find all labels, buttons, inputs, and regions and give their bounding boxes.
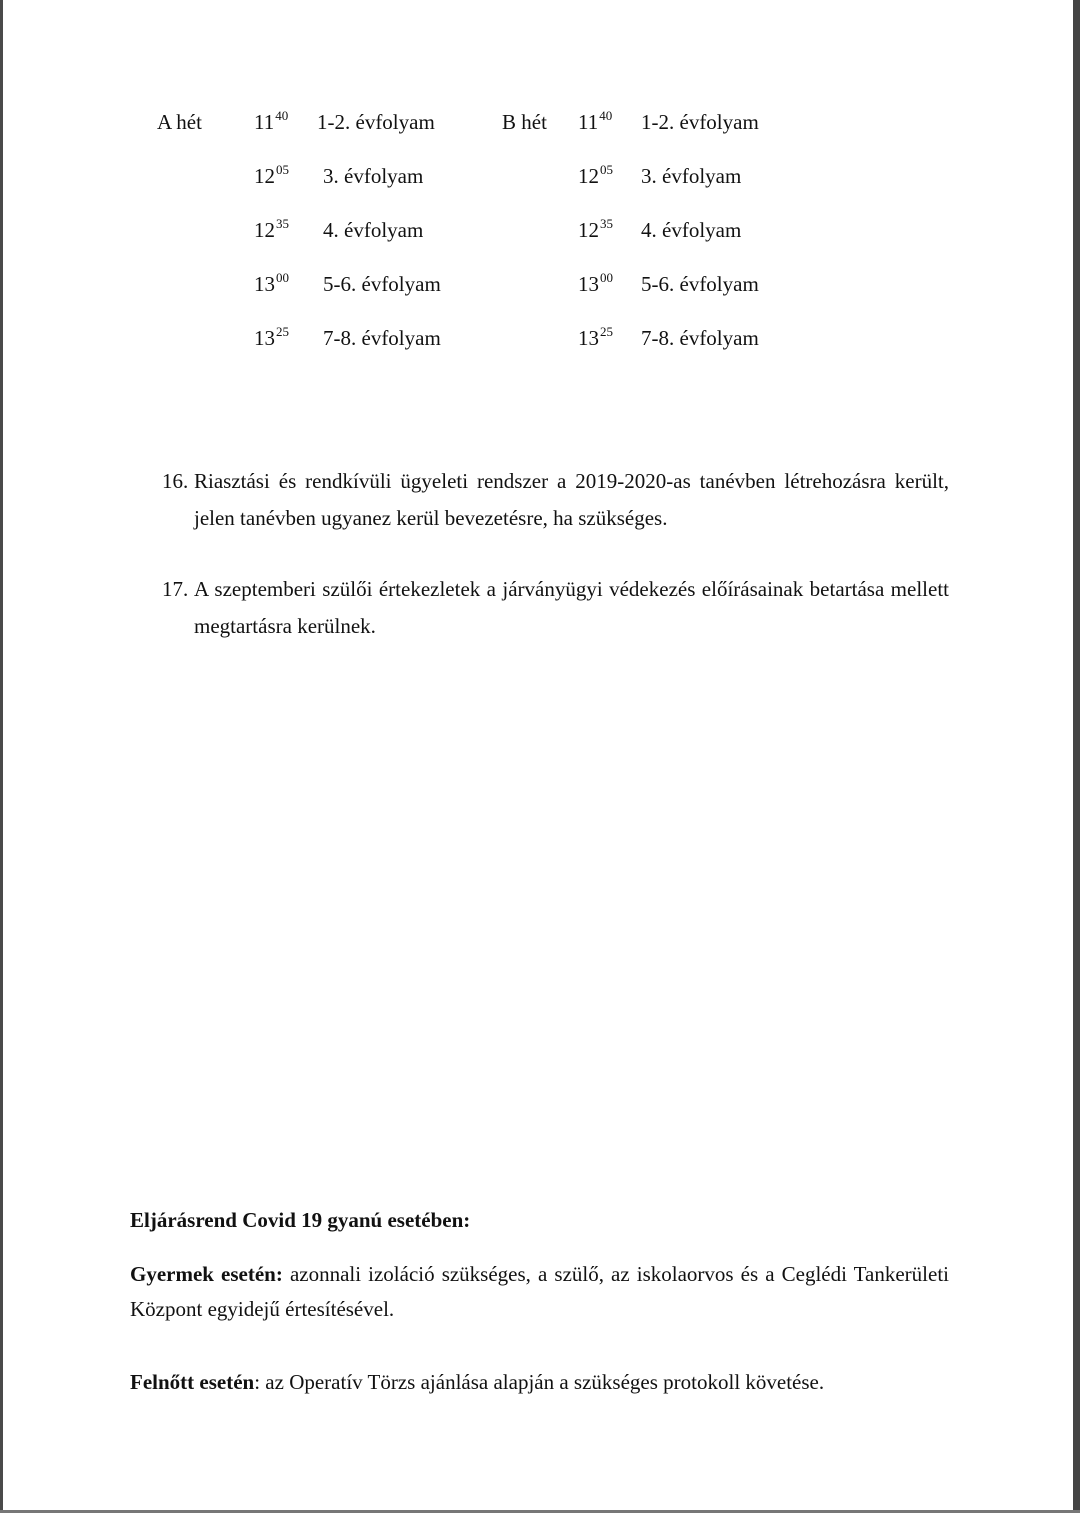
list-item-text: Riasztási és rendkívüli ügyeleti rendszer a 2019-2020-as tanévben létrehozásra került, jelen tanévben ugyanez kerül bevezetésre, ha szükséges. [194,469,949,530]
week-a-time: $12^{35}$ [254,216,289,242]
week-b-grade: 1-2. évfolyam [641,110,759,134]
week-a-grade: 5-6. évfolyam [323,272,441,296]
week-b-label: B hét [502,110,547,134]
week-b-grade: 3. évfolyam [641,164,742,188]
list-item-number: 16. [162,469,189,493]
child-text: azonnali izoláció szükséges, a szülő, az iskolaorvos és a Ceglédi Tankerületi Központ egyidejű értesítésével. [130,1262,949,1321]
week-b-time: $13^{00}$ [578,270,613,296]
week-a-time: $13^{00}$ [254,270,289,296]
week-a-time: $12^{05}$ [254,162,289,188]
week-a-grade: 3. évfolyam [323,164,424,188]
list-item-text: A szeptemberi szülői értekezletek a járványügyi védekezés előírásainak betartása mellett megtartásra kerülnek. [194,577,949,638]
child-procedure [130,1257,949,1327]
list-item-number: 17. [162,577,189,601]
page-border-right [1073,0,1080,1513]
adult-label: Felnőtt esetén [130,1370,255,1394]
child-label: Gyermek esetén: [130,1262,283,1286]
adult-text: : az Operatív Törzs ajánlása alapján a szükséges protokoll követése. [254,1370,825,1394]
week-b-grade: 5-6. évfolyam [641,272,759,296]
week-b-grade: 7-8. évfolyam [641,326,759,350]
list-item [162,571,949,645]
week-a-time: $13^{25}$ [254,324,289,350]
week-b-time: $11^{40}$ [578,108,613,134]
week-a-grade: 4. évfolyam [323,218,424,242]
week-a-time: $11^{40}$ [254,108,289,134]
week-b-time: $13^{25}$ [578,324,613,350]
week-b-time: $12^{35}$ [578,216,613,242]
week-b-grade: 4. évfolyam [641,218,742,242]
list-item [162,463,949,537]
week-a-grade: 7-8. évfolyam [323,326,441,350]
week-a-grade: 1-2. évfolyam [317,110,435,134]
procedure-title: Eljárásrend Covid 19 gyanú esetében: [130,1208,471,1232]
week-a-label: A hét [157,110,202,134]
adult-procedure [130,1365,949,1400]
week-b-time: $12^{05}$ [578,162,613,188]
page-border-left [0,0,3,1513]
